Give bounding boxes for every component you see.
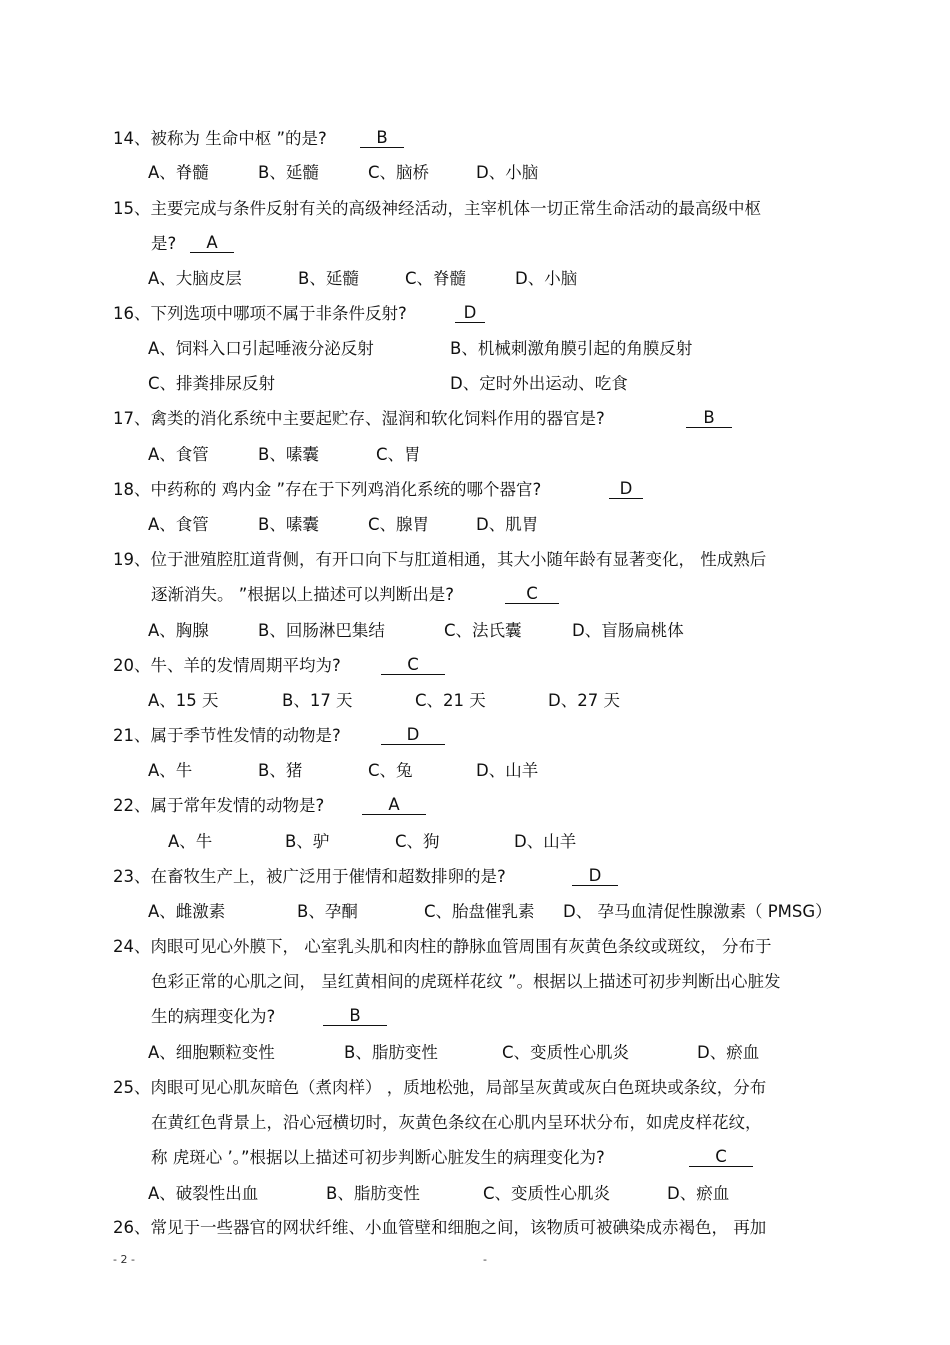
question-stem: 主要完成与条件反射有关的高级神经活动，主宰机体一切正常生命活动的最高级中枢 [150, 199, 761, 218]
question-number: 19、 [113, 550, 151, 569]
question-text [113, 303, 407, 325]
answer-blank: B [360, 129, 404, 148]
question-text [113, 795, 324, 817]
answer-option: C、兔 [368, 761, 413, 780]
question-text [113, 1217, 766, 1239]
question-text-continued [151, 971, 781, 993]
answer-option: C、狗 [395, 832, 440, 851]
question-number: 20、 [113, 656, 151, 675]
question-text [113, 936, 772, 958]
page-number: - 2 - [113, 1253, 135, 1266]
answer-option: A、胸腺 [148, 621, 209, 640]
question-stem: 在黄红色背景上，沿心冠横切时，灰黄色条纹在心肌内呈环状分布，如虎皮样花纹， [151, 1113, 762, 1132]
question-number: 24、 [113, 937, 151, 956]
answer-blank: D [455, 304, 485, 323]
answer-option: D、瘀血 [667, 1184, 730, 1203]
answer-option: A、食管 [148, 515, 209, 534]
answer-blank: C [505, 585, 559, 604]
answer-option: B、嗉囊 [258, 445, 319, 464]
question-number: 17、 [113, 409, 151, 428]
answer-blank: C [689, 1148, 753, 1167]
answer-option: B、嗉囊 [258, 515, 319, 534]
answer-option: A、牛 [168, 832, 213, 851]
question-number: 26、 [113, 1218, 151, 1237]
answer-option: C、排粪排尿反射 [148, 374, 276, 393]
answer-option: D、27 天 [548, 691, 620, 710]
question-stem: 是? [151, 234, 177, 253]
answer-option: D、定时外出运动、吃食 [450, 374, 628, 393]
footer-dash: - [483, 1253, 487, 1266]
question-stem: 肉眼可见心肌灰暗色（煮肉样） ，质地松弛，局部呈灰黄或灰白色斑块或条纹，分布 [150, 1078, 767, 1097]
question-text [113, 866, 506, 888]
question-text [113, 198, 761, 220]
answer-option: D、山羊 [476, 761, 539, 780]
question-number: 16、 [113, 304, 151, 323]
answer-option: C、腺胃 [368, 515, 430, 534]
question-text [113, 408, 605, 430]
question-number: 14、 [113, 129, 151, 148]
question-stem: 称 虎斑心 ’。”根据以上描述可初步判断心脏发生的病理变化为? [151, 1148, 605, 1167]
question-stem: 常见于一些器官的网状纤维、小血管壁和细胞之间，该物质可被碘染成赤褐色， 再加 [150, 1218, 767, 1237]
question-text [113, 1077, 766, 1099]
question-stem: 下列选项中哪项不属于非条件反射? [150, 304, 407, 323]
answer-option: B、回肠淋巴集结 [258, 621, 385, 640]
question-stem: 在畜牧生产上，被广泛用于催情和超数排卵的是? [150, 867, 506, 886]
answer-option: A、脊髓 [148, 163, 209, 182]
question-number: 25、 [113, 1078, 151, 1097]
answer-option: B、延髓 [298, 269, 359, 288]
answer-option: B、孕酮 [297, 902, 358, 921]
answer-option: A、大脑皮层 [148, 269, 242, 288]
answer-option: D、小脑 [515, 269, 578, 288]
question-stem: 属于季节性发情的动物是? [150, 726, 341, 745]
question-number: 23、 [113, 867, 151, 886]
answer-blank: B [686, 409, 732, 428]
question-text [113, 128, 327, 150]
question-stem: 生的病理变化为? [151, 1007, 276, 1026]
answer-option: A、雌激素 [148, 902, 226, 921]
question-text-continued [151, 1112, 762, 1134]
answer-option: D、小脑 [476, 163, 539, 182]
question-stem: 色彩正常的心肌之间， 呈红黄相间的虎斑样花纹 ”。根据以上描述可初步判断出心脏发 [151, 972, 781, 991]
question-stem: 位于泄殖腔肛道背侧，有开口向下与肛道相通，其大小随年龄有显著变化， 性成熟后 [150, 550, 767, 569]
question-text-continued [151, 1147, 605, 1169]
question-text-continued [151, 584, 454, 606]
answer-option: C、脊髓 [405, 269, 467, 288]
answer-option: A、饲料入口引起唾液分泌反射 [148, 339, 374, 358]
answer-option: D、肌胃 [476, 515, 539, 534]
question-text-continued [151, 233, 176, 255]
answer-blank: D [381, 726, 445, 745]
question-text [113, 479, 541, 501]
answer-option: C、胃 [376, 445, 421, 464]
question-number: 15、 [113, 199, 151, 218]
answer-option: A、食管 [148, 445, 209, 464]
answer-option: A、细胞颗粒变性 [148, 1043, 275, 1062]
question-stem: 属于常年发情的动物是? [150, 796, 325, 815]
answer-option: C、脑桥 [368, 163, 430, 182]
answer-option: B、猪 [258, 761, 303, 780]
answer-blank: B [323, 1007, 387, 1026]
answer-blank: C [381, 656, 445, 675]
question-text [113, 725, 341, 747]
question-number: 22、 [113, 796, 151, 815]
answer-blank: D [572, 867, 618, 886]
answer-option: C、胎盘催乳素 [424, 902, 535, 921]
answer-option: A、牛 [148, 761, 193, 780]
question-text [113, 655, 341, 677]
answer-option: D、盲肠扁桃体 [572, 621, 684, 640]
answer-option: C、21 天 [415, 691, 486, 710]
question-stem: 牛、羊的发情周期平均为? [150, 656, 341, 675]
answer-option: C、法氏囊 [444, 621, 522, 640]
answer-option: D、 孕马血清促性腺激素（ PMSG） [563, 902, 832, 921]
question-number: 21、 [113, 726, 151, 745]
answer-blank: D [609, 480, 643, 499]
answer-option: D、瘀血 [697, 1043, 760, 1062]
answer-option: B、延髓 [258, 163, 319, 182]
answer-option: C、变质性心肌炎 [483, 1184, 611, 1203]
answer-blank: A [362, 796, 426, 815]
question-number: 18、 [113, 480, 151, 499]
answer-option: B、脂肪变性 [326, 1184, 420, 1203]
question-stem: 禽类的消化系统中主要起贮存、湿润和软化饲料作用的器官是? [150, 409, 605, 428]
answer-option: B、脂肪变性 [344, 1043, 438, 1062]
answer-option: A、破裂性出血 [148, 1184, 259, 1203]
question-stem: 逐渐消失。 ”根据以上描述可以判断出是? [151, 585, 455, 604]
answer-option: D、山羊 [514, 832, 577, 851]
question-stem: 中药称的 鸡内金 ”存在于下列鸡消化系统的哪个器官? [150, 480, 542, 499]
answer-option: C、变质性心肌炎 [502, 1043, 630, 1062]
question-stem: 被称为 生命中枢 ”的是? [150, 129, 327, 148]
answer-option: B、驴 [285, 832, 330, 851]
answer-option: A、15 天 [148, 691, 219, 710]
answer-option: B、机械刺激角膜引起的角膜反射 [450, 339, 693, 358]
question-stem: 肉眼可见心外膜下， 心室乳头肌和肉柱的静脉血管周围有灰黄色条纹或斑纹， 分布于 [150, 937, 772, 956]
question-text [113, 549, 766, 571]
answer-option: B、17 天 [282, 691, 353, 710]
question-text-continued [151, 1006, 275, 1028]
answer-blank: A [190, 234, 234, 253]
